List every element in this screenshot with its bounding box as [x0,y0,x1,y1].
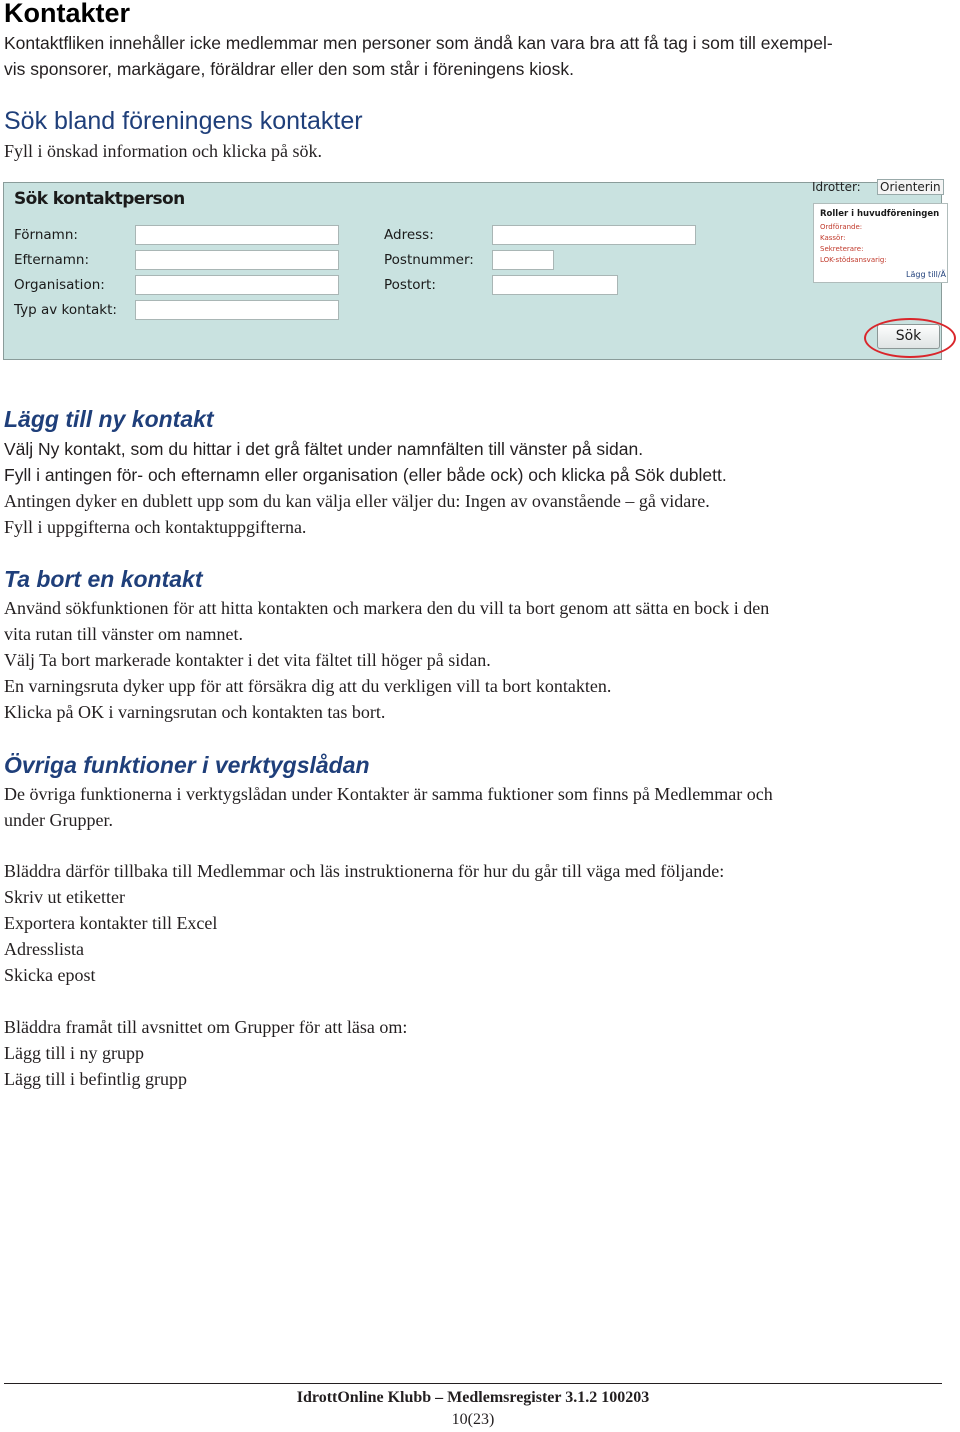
members-item: Skicka epost [4,965,96,985]
organisation-input[interactable] [135,275,339,295]
delete-contact-heading: Ta bort en kontakt [4,566,203,592]
footer-title: IdrottOnline Klubb – Medlemsregister 3.1.2 100203 [296,1389,650,1406]
role-treasurer: Kassör: [820,234,846,242]
role-chairman: Ordförande: [820,223,863,231]
page-title: Kontakter [4,0,131,28]
label-organisation: Organisation: [14,277,105,293]
postcode-input[interactable] [492,250,554,270]
sports-label: Idrotter: [812,180,861,194]
contact-type-input[interactable] [135,300,339,320]
role-secretary: Sekreterare: [820,245,864,253]
lastname-input[interactable] [135,250,339,270]
add-role-link[interactable]: Lägg till/Ä [906,270,947,279]
label-lastname: Efternamn: [14,252,90,268]
add-line-2: Fyll i antingen för- och efternamn eller organisation (eller både ock) och klicka på Sök dublett. [4,465,727,485]
other-functions-heading: Övriga funktioner i verktygslådan [4,752,370,778]
role-lok: LOK-stödsansvarig: [820,256,887,264]
label-contact-type: Typ av kontakt: [14,302,117,318]
other-line-1: De övriga funktionerna i verktygslådan under Kontakter är samma fuktioner som finns på Medlemmar och [4,784,773,804]
intro-line-2: vis sponsorer, markägare, föräldrar eller den som står i föreningens kiosk. [4,59,574,79]
address-input[interactable] [492,225,696,245]
delete-line-2: vita rutan till vänster om namnet. [4,624,243,644]
groups-item: Lägg till i befintlig grupp [4,1069,187,1089]
search-form-screenshot [3,180,947,360]
search-form-title: Sök kontaktperson [14,189,185,209]
groups-intro: Bläddra framåt till avsnittet om Grupper för att läsa om: [4,1017,408,1037]
members-item: Adresslista [4,939,84,959]
roles-heading: Roller i huvudföreningen [820,209,940,219]
add-contact-heading: Lägg till ny kontakt [4,406,214,432]
search-button[interactable]: Sök [877,324,940,349]
delete-line-5: Klicka på OK i varningsrutan och kontakten tas bort. [4,702,386,722]
roles-panel [813,203,948,283]
label-address: Adress: [384,227,434,243]
label-firstname: Förnamn: [14,227,78,243]
members-item: Skriv ut etiketter [4,887,125,907]
members-item: Exportera kontakter till Excel [4,913,218,933]
footer-divider [4,1383,942,1384]
groups-item: Lägg till i ny grupp [4,1043,144,1063]
search-text: Fyll i önskad information och klicka på sök. [4,141,322,161]
delete-line-3: Välj Ta bort markerade kontakter i det vita fältet till höger på sidan. [4,650,491,670]
sport-tab[interactable]: Orienterin [877,179,944,195]
delete-line-1: Använd sökfunktionen för att hitta kontakten och markera den du vill ta bort genom att sätta en bock i den [4,598,770,618]
add-line-1: Välj Ny kontakt, som du hittar i det grå fältet under namnfälten till vänster på sidan. [4,439,644,459]
page-number: 10(23) [451,1411,495,1428]
intro-line-1: Kontaktfliken innehåller icke medlemmar men personer som ändå kan vara bra att få tag i som till exempel- [4,33,833,53]
delete-line-4: En varningsruta dyker upp för att försäkra dig att du verkligen vill ta bort kontakten. [4,676,612,696]
city-input[interactable] [492,275,618,295]
other-line-2: under Grupper. [4,810,113,830]
search-button-highlight-ring [864,318,956,358]
members-intro: Bläddra därför tillbaka till Medlemmar och läs instruktionerna för hur du går till väga med följande: [4,861,725,881]
label-postcode: Postnummer: [384,252,474,268]
add-line-4: Fyll i uppgifterna och kontaktuppgifterna. [4,517,307,537]
search-heading: Sök bland föreningens kontakter [4,107,363,135]
add-line-3: Antingen dyker en dublett upp som du kan välja eller väljer du: Ingen av ovanstående – gå vidare. [4,491,710,511]
label-city: Postort: [384,277,436,293]
firstname-input[interactable] [135,225,339,245]
